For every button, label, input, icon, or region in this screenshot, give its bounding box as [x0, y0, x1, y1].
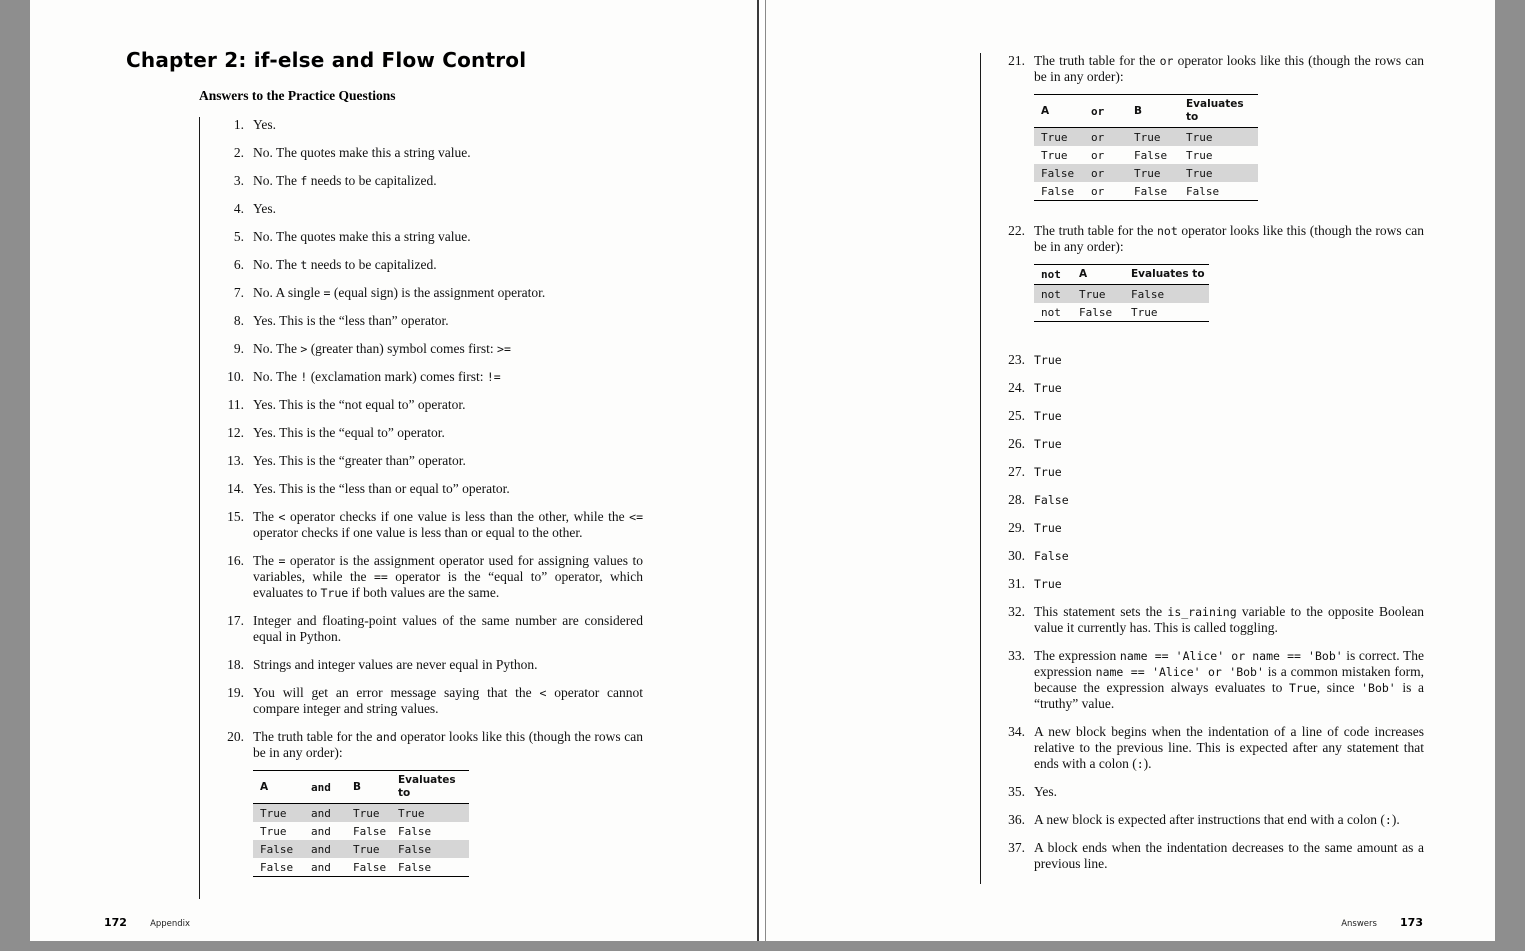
- answer-number: 17.: [227, 613, 244, 628]
- answer-text: No. The > (greater than) symbol comes first: >=: [253, 341, 511, 356]
- answer-number: 1.: [233, 117, 244, 132]
- answer-item: [981, 840, 1451, 872]
- footer-label: Appendix: [150, 919, 191, 929]
- answer-item: [200, 341, 670, 357]
- and-truth-table: [253, 770, 469, 877]
- code-token: !: [300, 370, 308, 384]
- table-row: [253, 822, 469, 840]
- table-cell: not: [1041, 305, 1061, 319]
- table-row: [253, 858, 469, 877]
- answer-number: 29.: [1008, 520, 1025, 535]
- answer-number: 2.: [233, 145, 244, 160]
- answer-number: 35.: [1008, 784, 1025, 799]
- answer-text: A block ends when the indentation decreases to the same amount as a previous line.: [1034, 840, 1424, 871]
- code-token: =: [278, 554, 286, 568]
- table-cell: or: [1091, 166, 1105, 180]
- column-header: A: [1034, 95, 1084, 128]
- answer-number: 25.: [1008, 408, 1025, 423]
- answer-item: [200, 117, 670, 133]
- answer-text: [1034, 548, 1424, 564]
- answer-item: [200, 453, 670, 469]
- answer-number: 4.: [233, 201, 244, 216]
- code-token: True: [1034, 381, 1062, 395]
- table-cell: and: [311, 806, 331, 820]
- code-token: ==: [373, 570, 388, 584]
- table-cell: True: [1134, 130, 1161, 144]
- table-cell: True: [1041, 148, 1068, 162]
- answer-text: Strings and integer values are never equal in Python.: [253, 657, 538, 672]
- column-header: not: [1034, 265, 1072, 285]
- table-cell: False: [398, 860, 432, 874]
- table-cell: False: [260, 860, 294, 874]
- section-subtitle: Answers to the Practice Questions: [199, 88, 396, 103]
- answer-item: [981, 53, 1451, 211]
- answer-item: [981, 380, 1451, 396]
- answer-text: A new block begins when the indentation of a line of code increases relative to the previous line. This is expected after any statement that ends with a colon (:).: [1034, 724, 1424, 771]
- table-row: [253, 840, 469, 858]
- table-cell: True: [353, 806, 380, 820]
- table-cell: True: [1041, 130, 1068, 144]
- column-header: B: [346, 771, 391, 804]
- answer-number: 28.: [1008, 492, 1025, 507]
- answers-list-left: [199, 117, 670, 899]
- answer-text: The expression name == 'Alice' or name == 'Bob' is correct. The expression name == 'Alice' or 'Bob' is a common mistaken form, because the expression always evaluates to True, since 'Bob' is a “truthy” value.: [1034, 648, 1424, 711]
- answer-number: 3.: [233, 173, 244, 188]
- answer-item: [200, 173, 670, 189]
- right-page-footer: [1341, 911, 1423, 930]
- answer-text: No. The ! (exclamation mark) comes first: !=: [253, 369, 501, 384]
- column-header: A: [253, 771, 304, 804]
- table-row: [1034, 146, 1258, 164]
- answer-number: 10.: [227, 369, 244, 384]
- answer-item: [981, 492, 1451, 508]
- answer-item: [981, 352, 1451, 368]
- code-token: True: [1289, 681, 1317, 695]
- code-token: name == 'Alice' or name == 'Bob': [1119, 649, 1343, 663]
- table-cell: True: [1131, 305, 1158, 319]
- left-page-footer: [104, 911, 190, 930]
- answer-number: 6.: [233, 257, 244, 272]
- answer-number: 7.: [233, 285, 244, 300]
- code-token: False: [1034, 549, 1069, 563]
- answer-item: [200, 481, 670, 497]
- answer-text: This statement sets the is_raining variable to the opposite Boolean value it currently has. This is called toggling.: [1034, 604, 1425, 635]
- answer-item: [981, 724, 1451, 772]
- answer-text: Yes. This is the “equal to” operator.: [253, 425, 445, 440]
- answer-text: [1034, 520, 1424, 536]
- table-cell: True: [1186, 130, 1213, 144]
- code-token: True: [1034, 409, 1062, 423]
- table-cell: not: [1041, 287, 1061, 301]
- column-header: and: [304, 771, 346, 804]
- answer-text: No. A single = (equal sign) is the assignment operator.: [253, 285, 546, 300]
- code-token: True: [320, 586, 349, 600]
- code-token: True: [1034, 577, 1062, 591]
- answer-number: 37.: [1008, 840, 1025, 855]
- page-number: 172: [104, 916, 127, 929]
- code-token: is_raining: [1167, 605, 1237, 619]
- table-cell: False: [1134, 148, 1168, 162]
- answer-text: [1034, 352, 1424, 368]
- table-cell: True: [1186, 166, 1213, 180]
- answer-text: The < operator checks if one value is less than the other, while the <= operator checks if one value is less than or equal to the other.: [253, 509, 643, 540]
- answer-item: [981, 464, 1451, 480]
- page-number: 173: [1400, 916, 1423, 929]
- answer-number: 21.: [1008, 53, 1025, 68]
- code-token: not: [1156, 224, 1178, 238]
- table-header-row: [1034, 265, 1209, 285]
- column-header: A: [1072, 265, 1124, 285]
- answer-number: 9.: [233, 341, 244, 356]
- answer-number: 36.: [1008, 812, 1025, 827]
- answer-item: [200, 553, 670, 601]
- right-page: [766, 0, 1495, 941]
- code-token: >=: [497, 342, 511, 356]
- chapter-title: Chapter 2: if-else and Flow Control: [126, 48, 527, 72]
- answer-item: [200, 425, 670, 441]
- not-truth-table: [1034, 264, 1209, 322]
- answer-text: Yes.: [253, 117, 277, 132]
- table-cell: or: [1091, 148, 1105, 162]
- column-header: Evaluates to: [391, 771, 469, 804]
- answer-item: [981, 223, 1451, 332]
- code-token: False: [1034, 493, 1069, 507]
- answer-text: Yes. This is the “greater than” operator.: [253, 453, 466, 468]
- code-token: <=: [629, 510, 643, 524]
- answer-item: [200, 145, 670, 161]
- table-cell: and: [311, 842, 331, 856]
- table-cell: True: [1134, 166, 1161, 180]
- column-header: Evaluates to: [1179, 95, 1258, 128]
- table-cell: False: [353, 860, 387, 874]
- table-cell: True: [398, 806, 425, 820]
- answer-item: [981, 648, 1451, 712]
- answer-item: [200, 229, 670, 245]
- answer-item: [200, 285, 670, 301]
- answer-number: 30.: [1008, 548, 1025, 563]
- code-token: name == 'Alice' or 'Bob': [1095, 665, 1264, 679]
- code-token: 'Bob': [1361, 681, 1396, 695]
- answer-item: [200, 657, 670, 673]
- table-row: [1034, 303, 1209, 322]
- answer-item: [981, 520, 1451, 536]
- answer-text: A new block is expected after instructions that end with a colon (:).: [1034, 812, 1400, 827]
- answer-number: 11.: [227, 397, 244, 412]
- table-cell: or: [1091, 130, 1105, 144]
- or-truth-table: [1034, 94, 1258, 201]
- answer-item: [981, 812, 1451, 828]
- answer-item: [200, 729, 670, 887]
- answer-item: [200, 397, 670, 413]
- code-token: and: [375, 730, 397, 744]
- answer-number: 23.: [1008, 352, 1025, 367]
- answer-number: 15.: [227, 509, 244, 524]
- answer-text: No. The quotes make this a string value.: [253, 229, 471, 244]
- answer-number: 16.: [227, 553, 244, 568]
- answer-number: 12.: [227, 425, 244, 440]
- table-row: [1034, 128, 1258, 147]
- answer-text: No. The quotes make this a string value.: [253, 145, 471, 160]
- answer-item: [200, 313, 670, 329]
- answer-number: 8.: [233, 313, 244, 328]
- table-cell: False: [1079, 305, 1113, 319]
- answer-item: [200, 369, 670, 385]
- answer-item: [981, 436, 1451, 452]
- table-cell: True: [353, 842, 380, 856]
- table-cell: False: [1134, 184, 1168, 198]
- code-token: True: [1034, 437, 1062, 451]
- answer-text: Yes. This is the “not equal to” operator.: [253, 397, 466, 412]
- table-header-row: [253, 771, 469, 804]
- table-cell: or: [1091, 184, 1105, 198]
- answer-number: 13.: [227, 453, 244, 468]
- answer-number: 26.: [1008, 436, 1025, 451]
- answer-number: 27.: [1008, 464, 1025, 479]
- code-token: or: [1159, 54, 1174, 68]
- answer-number: 24.: [1008, 380, 1025, 395]
- answer-text: [1034, 408, 1424, 424]
- column-header: or: [1084, 95, 1127, 128]
- code-token: =: [323, 286, 331, 300]
- code-token: True: [1034, 465, 1062, 479]
- table-cell: False: [353, 824, 387, 838]
- code-token: True: [1034, 521, 1062, 535]
- answer-number: 20.: [227, 729, 244, 744]
- answer-text: The = operator is the assignment operator used for assigning values to variables, while the == operator is the “equal to” operator, which evaluates to True if both values are the same.: [253, 553, 643, 600]
- answer-item: [981, 784, 1451, 800]
- answer-number: 14.: [227, 481, 244, 496]
- answer-text: Yes.: [1034, 784, 1058, 799]
- answer-text: The truth table for the or operator looks like this (though the rows can be in any order): A or B Evaluates to True or True True True or False True False or True True False or False False: [1034, 53, 1424, 211]
- answer-text: Integer and floating-point values of the same number are considered equal in Python.: [253, 613, 643, 644]
- answer-item: [200, 685, 670, 717]
- left-page: [30, 0, 757, 941]
- answer-text: Yes. This is the “less than” operator.: [253, 313, 449, 328]
- answer-item: [981, 408, 1451, 424]
- table-cell: False: [260, 842, 294, 856]
- answer-item: [200, 613, 670, 645]
- answer-number: 5.: [233, 229, 244, 244]
- table-cell: False: [398, 842, 432, 856]
- answer-item: [981, 604, 1451, 636]
- table-cell: False: [1041, 166, 1075, 180]
- code-token: :: [1384, 813, 1392, 827]
- code-token: True: [1034, 353, 1062, 367]
- answer-item: [200, 509, 670, 541]
- code-token: !=: [486, 370, 501, 384]
- table-row: [1034, 182, 1258, 201]
- answer-text: The truth table for the not operator looks like this (though the rows can be in any order): not A Evaluates to not True False not False True: [1034, 223, 1424, 332]
- answer-text: No. The f needs to be capitalized.: [253, 173, 437, 188]
- code-token: :: [1136, 757, 1144, 771]
- table-cell: and: [311, 824, 331, 838]
- code-token: f: [300, 174, 308, 188]
- answer-number: 32.: [1008, 604, 1025, 619]
- answer-text: [1034, 436, 1424, 452]
- answer-text: [1034, 492, 1424, 508]
- code-token: t: [300, 258, 308, 272]
- answer-item: [200, 201, 670, 217]
- code-token: <: [539, 686, 547, 700]
- code-token: <: [278, 510, 286, 524]
- column-header: Evaluates to: [1124, 265, 1209, 285]
- table-cell: True: [1186, 148, 1213, 162]
- table-header-row: [1034, 95, 1258, 128]
- footer-label: Answers: [1341, 919, 1377, 929]
- table-row: [1034, 285, 1209, 304]
- answer-text: [1034, 380, 1424, 396]
- answer-number: 33.: [1008, 648, 1025, 663]
- answer-number: 18.: [227, 657, 244, 672]
- answer-text: Yes.: [253, 201, 277, 216]
- answer-item: [981, 548, 1451, 564]
- answer-text: Yes. This is the “less than or equal to” operator.: [253, 481, 510, 496]
- table-cell: False: [398, 824, 432, 838]
- answers-list-right: [980, 53, 1451, 884]
- answer-number: 19.: [227, 685, 244, 700]
- table-cell: False: [1186, 184, 1220, 198]
- table-cell: False: [1041, 184, 1075, 198]
- table-cell: True: [1079, 287, 1106, 301]
- answer-item: [200, 257, 670, 273]
- table-cell: True: [260, 824, 287, 838]
- column-header: B: [1127, 95, 1179, 128]
- answer-item: [981, 576, 1451, 592]
- table-cell: True: [260, 806, 287, 820]
- book-spine-gutter: [757, 0, 766, 941]
- code-token: >: [300, 342, 308, 356]
- answer-text: No. The t needs to be capitalized.: [253, 257, 437, 272]
- answer-text: [1034, 464, 1424, 480]
- answer-number: 34.: [1008, 724, 1025, 739]
- answer-number: 31.: [1008, 576, 1025, 591]
- table-row: [1034, 164, 1258, 182]
- table-row: [253, 804, 469, 823]
- table-cell: and: [311, 860, 331, 874]
- table-cell: False: [1131, 287, 1165, 301]
- answer-text: [1034, 576, 1424, 592]
- answer-text: You will get an error message saying that the < operator cannot compare integer and string values.: [253, 685, 643, 716]
- answer-number: 22.: [1008, 223, 1025, 238]
- answer-text: The truth table for the and operator looks like this (though the rows can be in any order): A and B Evaluates to True and True True True and False False False and True False False and False False: [253, 729, 643, 887]
